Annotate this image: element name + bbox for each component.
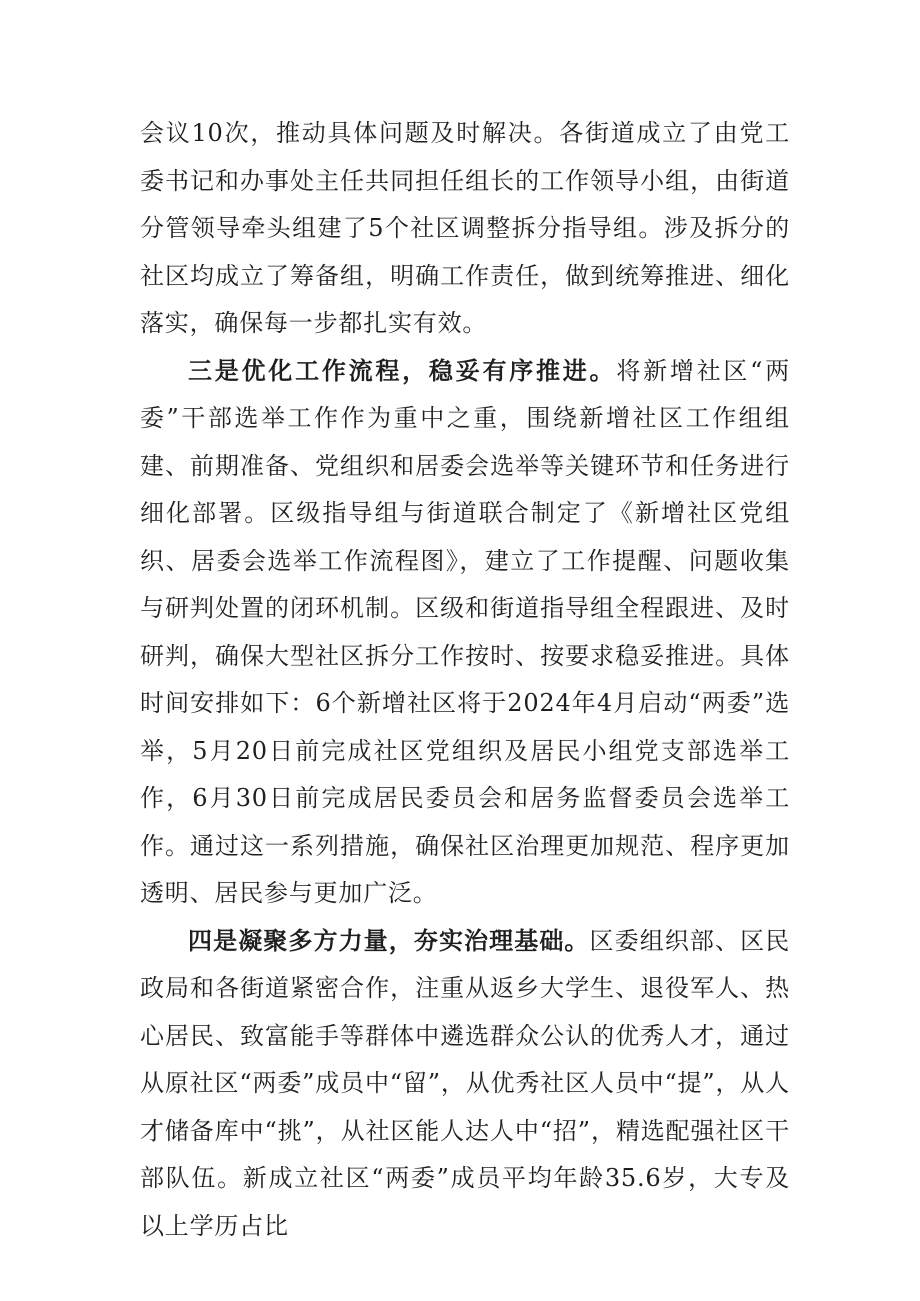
paragraph-1-text: 会议10次，推动具体问题及时解决。各街道成立了由党工委书记和办事处主任共同担任组长的工作领导小组，由街道分管领导牵头组建了5个社区调整拆分指导组。涉及拆分的社区均成立了筹备组，明确工作责任，做到统筹推进、细化落实，确保每一步都扎实有效。	[140, 119, 790, 337]
paragraph-3	[140, 918, 790, 1251]
document-body	[140, 110, 790, 1250]
paragraph-3-text: 区委组织部、区民政局和各街道紧密合作，注重从返乡大学生、退役军人、热心居民、致富能手等群体中遴选群众公认的优秀人才，通过从原社区“两委”成员中“留”，从优秀社区人员中“提”，从人才储备库中“挑”，从社区能人达人中“招”，精选配强社区干部队伍。新成立社区“两委”成员平均年龄35.6岁，大专及以上学历占比	[140, 926, 790, 1240]
paragraph-1	[140, 110, 790, 348]
paragraph-2-heading: 三是优化工作流程，稳妥有序推进。	[188, 356, 617, 385]
paragraph-2-text: 将新增社区“两委”干部选举工作作为重中之重，围绕新增社区工作组组建、前期准备、党组织和居委会选举等关键环节和任务进行细化部署。区级指导组与街道联合制定了《新增社区党组织、居委会选举工作流程图》，建立了工作提醒、问题收集与研判处置的闭环机制。区级和街道指导组全程跟进、及时研判，确保大型社区拆分工作按时、按要求稳妥推进。具体时间安排如下：6个新增社区将于2024年4月启动“两委”选举，5月20日前完成社区党组织及居民小组党支部选举工作，6月30日前完成居民委员会和居务监督委员会选举工作。通过这一系列措施，确保社区治理更加规范、程序更加透明、居民参与更加广泛。	[140, 356, 790, 907]
paragraph-3-heading: 四是凝聚多方力量，夯实治理基础。	[188, 926, 590, 955]
paragraph-2	[140, 348, 790, 918]
